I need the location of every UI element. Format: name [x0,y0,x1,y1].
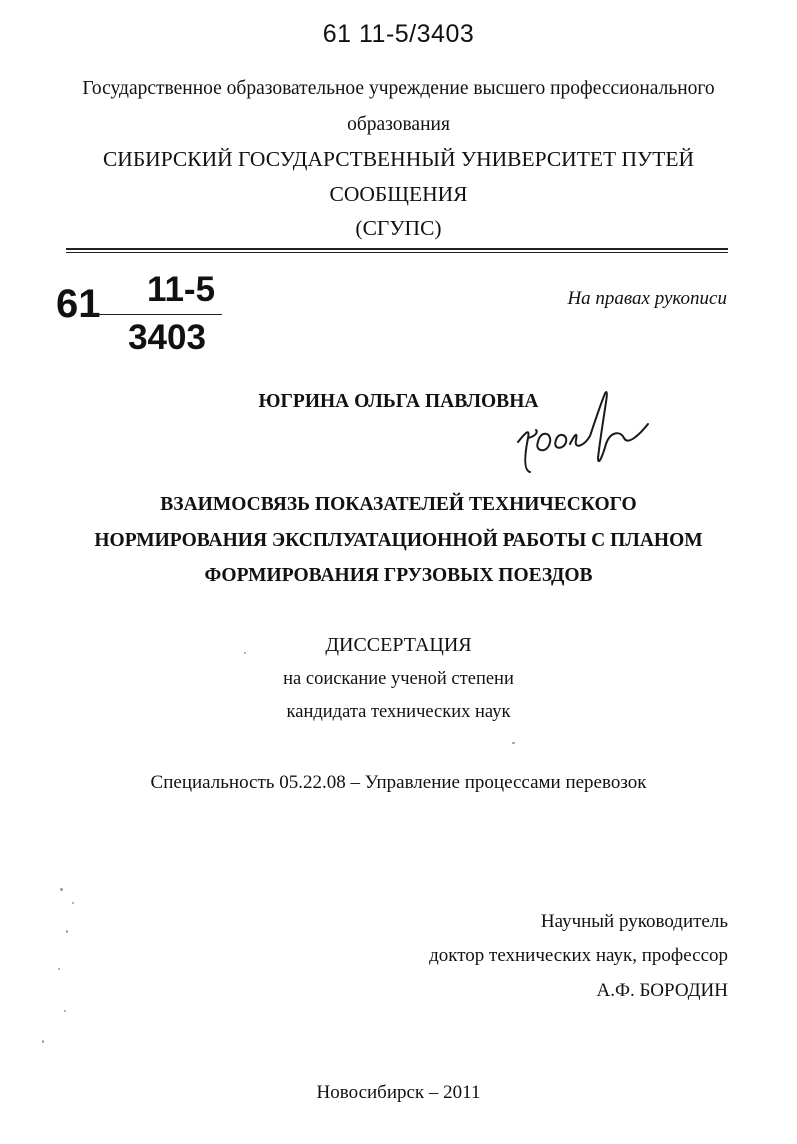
scan-speck [512,742,515,744]
supervisor-degree: доктор технических наук, профессор [429,945,728,966]
university-name-line-1: СИБИРСКИЙ ГОСУДАРСТВЕННЫЙ УНИВЕРСИТЕТ ПУТЕЙ [102,147,695,171]
degree-line-2: кандидата технических наук [286,702,511,722]
university-abbreviation: (СГУПС) [355,216,442,240]
archive-stamp-number: 61 11-5/3403 [322,20,475,48]
catalog-number-prefix: 61 [56,282,101,326]
scan-speck [60,888,63,891]
rights-note: На правах рукописи [567,288,727,309]
university-name-line-2: СООБЩЕНИЯ [329,182,468,206]
catalog-number-numerator: 11-5 [146,270,216,309]
scan-speck [64,1010,66,1012]
city-year: Новосибирск – 2011 [316,1082,481,1103]
scan-speck [72,902,74,904]
header-divider [66,248,728,253]
degree-line-1: на соискание ученой степени [283,669,514,689]
thesis-title-line-1: ВЗАИМОСВЯЗЬ ПОКАЗАТЕЛЕЙ ТЕХНИЧЕСКОГО [160,494,637,515]
supervisor-name: А.Ф. БОРОДИН [596,980,728,1001]
catalog-number-denominator: 3403 [128,318,206,357]
scan-speck [66,930,68,933]
thesis-title-line-3: ФОРМИРОВАНИЯ ГРУЗОВЫХ ПОЕЗДОВ [204,565,593,586]
speciality-line: Специальность 05.22.08 – Управление процессами перевозок [150,772,647,793]
scan-speck [244,652,246,654]
scan-speck [42,1040,44,1043]
document-type: ДИССЕРТАЦИЯ [325,634,472,656]
institution-line-1: Государственное образовательное учреждение высшего профессионального [82,78,715,99]
scan-speck [58,968,60,970]
thesis-title-line-2: НОРМИРОВАНИЯ ЭКСПЛУАТАЦИОННОЙ РАБОТЫ С ПЛАНОМ [94,530,703,551]
author-name: ЮГРИНА ОЛЬГА ПАВЛОВНА [258,391,539,412]
supervisor-role: Научный руководитель [540,911,728,932]
catalog-number-fraction-bar [92,314,222,315]
signature-stroke [518,392,648,472]
institution-line-2: образования [347,114,450,135]
author-signature [508,380,658,480]
